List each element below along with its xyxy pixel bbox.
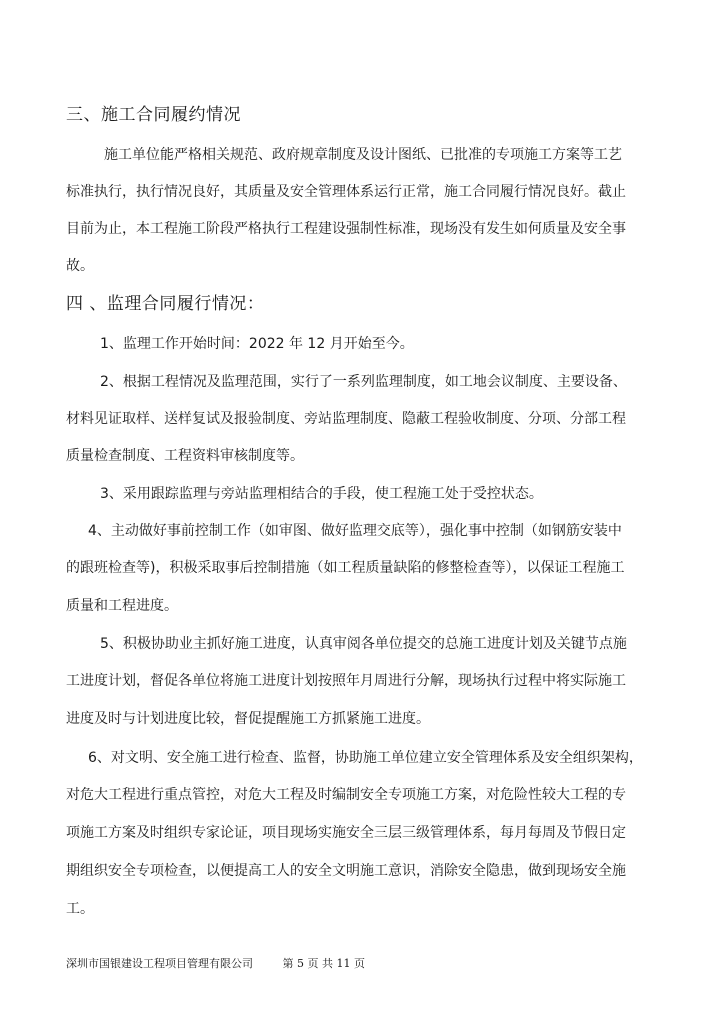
paragraph-line: 4、主动做好事前控制工作（如审图、做好监理交底等），强化事中控制（如钢筋安装中 [88, 523, 622, 539]
paragraph-line: 质量和工程进度。 [66, 598, 178, 614]
paragraph-line: 6、对文明、安全施工进行检查、监督，协助施工单位建立安全管理体系及安全组织架构， [88, 750, 643, 766]
paragraph-line: 施工单位能严格相关规范、政府规章制度及设计图纸、已批准的专项施工方案等工艺 [104, 147, 622, 163]
paragraph-line: 3、采用跟踪监理与旁站监理相结合的手段，使工程施工处于受控状态。 [100, 486, 543, 502]
paragraph-line: 质量检查制度、工程资料审核制度等。 [66, 448, 304, 464]
page-footer [66, 956, 365, 972]
paragraph-line: 故。 [66, 258, 94, 274]
paragraph-line: 的跟班检查等)，积极采取事后控制措施（如工程质量缺陷的修整检查等），以保证工程施工 [66, 560, 625, 576]
paragraph-line: 对危大工程进行重点管控，对危大工程及时编制安全专项施工方案，对危险性较大工程的专 [66, 787, 626, 803]
paragraph-line: 标准执行，执行情况良好，其质量及安全管理体系运行正常，施工合同履行情况良好。截止 [66, 184, 626, 200]
paragraph-line: 项施工方案及时组织专家论证，项目现场实施安全三层三级管理体系，每月每周及节假日定 [66, 825, 626, 841]
paragraph-line: 目前为止，本工程施工阶段严格执行工程建设强制性标准，现场没有发生如何质量及安全事 [66, 221, 626, 237]
paragraph-line: 2、根据工程情况及监理范围，实行了一系列监理制度，如工地会议制度、主要设备、 [100, 374, 627, 390]
paragraph-line: 进度及时与计划进度比较，督促提醒施工方抓紧施工进度。 [66, 711, 430, 727]
footer-company: 深圳市国银建设工程项目管理有限公司 [66, 957, 253, 970]
paragraph-line: 5、积极协助业主抓好施工进度，认真审阅各单位提交的总施工进度计划及关键节点施 [100, 636, 627, 652]
section-3-title: 三、施工合同履约情况 [66, 105, 241, 125]
section-4-title: 四 、监理合同履行情况： [66, 294, 265, 314]
paragraph-line: 工。 [66, 901, 94, 917]
paragraph-line: 材料见证取样、送样复试及报验制度、旁站监理制度、隐蔽工程验收制度、分项、分部工程 [66, 411, 626, 427]
paragraph-line: 期组织安全专项检查，以便提高工人的安全文明施工意识，消除安全隐患，做到现场安全施 [66, 863, 626, 879]
footer-page-number: 第 5 页 共 11 页 [282, 957, 365, 970]
paragraph-line: 工进度计划，督促各单位将施工进度计划按照年月周进行分解，现场执行过程中将实际施工 [66, 673, 626, 689]
paragraph-line: 1、监理工作开始时间：2022 年 12 月开始至今。 [100, 336, 414, 352]
